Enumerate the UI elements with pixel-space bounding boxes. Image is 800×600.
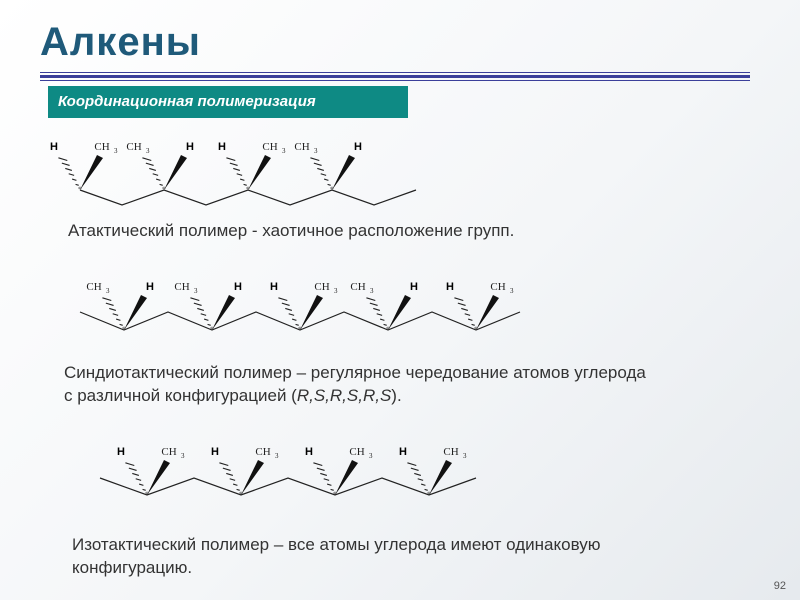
hashed-bond xyxy=(142,158,162,186)
stereocenter-mark: * xyxy=(239,490,243,499)
substituent-left xyxy=(399,446,407,458)
wedge-bond xyxy=(80,155,103,190)
methyl-subscript: 3 xyxy=(275,452,279,460)
wedge-bond xyxy=(332,155,355,190)
substituent-left xyxy=(218,141,226,153)
stereocenter-mark: * xyxy=(145,490,149,499)
methyl-label: CH xyxy=(294,141,310,153)
substituent-left xyxy=(294,141,318,155)
substituent-left xyxy=(86,281,110,295)
methyl-subscript: 3 xyxy=(369,452,373,460)
wedge-bond xyxy=(147,460,170,495)
hydrogen-label: H xyxy=(146,281,154,293)
hydrogen-label: H xyxy=(117,446,125,458)
isotactic-chain-diagram xyxy=(100,446,476,499)
methyl-label: CH xyxy=(161,446,177,458)
hashed-bond xyxy=(58,158,78,186)
hashed-bond xyxy=(278,298,298,326)
syndiotactic-caption-line1: Синдиотактический полимер – регулярное чередование атомов углерода xyxy=(64,363,646,382)
methyl-subscript: 3 xyxy=(146,147,150,155)
methyl-label: CH xyxy=(126,141,142,153)
stereocenter-mark: * xyxy=(333,490,337,499)
substituent-right xyxy=(262,141,286,155)
substituent-left xyxy=(446,281,454,293)
methyl-subscript: 3 xyxy=(314,147,318,155)
substituent-left xyxy=(270,281,278,293)
substituent-left xyxy=(305,446,313,458)
hashed-bond xyxy=(454,298,474,326)
atactic-caption: Атактический полимер - хаотичное расположение групп. xyxy=(68,221,515,240)
hydrogen-label: H xyxy=(186,141,194,153)
stereocenter-mark: * xyxy=(474,325,478,334)
methyl-subscript: 3 xyxy=(114,147,118,155)
substituent-left xyxy=(117,446,125,458)
substituent-left xyxy=(350,281,374,295)
atactic-chain-diagram xyxy=(50,141,416,205)
hydrogen-label: H xyxy=(446,281,454,293)
hydrogen-label: H xyxy=(410,281,418,293)
syndiotactic-caption-line2 xyxy=(64,384,764,407)
hashed-bond xyxy=(125,463,145,491)
wedge-bond xyxy=(248,155,271,190)
methyl-label: CH xyxy=(174,281,190,293)
hashed-bond xyxy=(226,158,246,186)
wedge-bond xyxy=(241,460,264,495)
syndiotactic-caption-prefix: с различной конфигурацией ( xyxy=(64,386,297,405)
stereocenter-mark: * xyxy=(330,185,334,194)
section-badge: Координационная полимеризация xyxy=(48,86,408,118)
substituent-left xyxy=(174,281,198,295)
hashed-bond xyxy=(190,298,210,326)
substituent-right xyxy=(354,141,362,153)
substituent-right xyxy=(186,141,194,153)
page-number: 92 xyxy=(773,580,786,592)
stereocenter-mark: * xyxy=(122,325,126,334)
methyl-label: CH xyxy=(350,281,366,293)
methyl-label: CH xyxy=(86,281,102,293)
methyl-label: CH xyxy=(314,281,330,293)
substituent-left xyxy=(50,141,58,153)
hydrogen-label: H xyxy=(211,446,219,458)
methyl-label: CH xyxy=(255,446,271,458)
substituent-right xyxy=(234,281,242,293)
substituent-right xyxy=(410,281,418,293)
stereocenter-mark: * xyxy=(298,325,302,334)
stereocenter-mark: * xyxy=(427,490,431,499)
substituent-right xyxy=(161,446,185,460)
wedge-bond xyxy=(335,460,358,495)
hashed-bond xyxy=(366,298,386,326)
syndiotactic-configuration: R,S,R,S,R,S xyxy=(296,386,392,405)
stereocenter-mark: * xyxy=(78,185,82,194)
substituent-right xyxy=(94,141,118,155)
isotactic-caption xyxy=(72,533,772,579)
substituent-left xyxy=(126,141,150,155)
slide-title: Алкены xyxy=(40,20,201,64)
stereocenter-mark: * xyxy=(162,185,166,194)
wedge-bond xyxy=(164,155,187,190)
hydrogen-label: H xyxy=(50,141,58,153)
isotactic-caption-line2: конфигурацию. xyxy=(72,558,193,577)
stereocenter-mark: * xyxy=(386,325,390,334)
substituent-right xyxy=(443,446,467,460)
hydrogen-label: H xyxy=(305,446,313,458)
substituent-right xyxy=(349,446,373,460)
hydrogen-label: H xyxy=(399,446,407,458)
methyl-subscript: 3 xyxy=(282,147,286,155)
substituent-left xyxy=(211,446,219,458)
hashed-bond xyxy=(219,463,239,491)
methyl-label: CH xyxy=(349,446,365,458)
substituent-right xyxy=(490,281,514,295)
methyl-subscript: 3 xyxy=(194,287,198,295)
methyl-subscript: 3 xyxy=(510,287,514,295)
isotactic-caption-line1: Изотактический полимер – все атомы углерода имеют одинаковую xyxy=(72,535,601,554)
methyl-label: CH xyxy=(262,141,278,153)
methyl-label: CH xyxy=(443,446,459,458)
methyl-subscript: 3 xyxy=(463,452,467,460)
substituent-right xyxy=(146,281,154,293)
hydrogen-label: H xyxy=(270,281,278,293)
methyl-subscript: 3 xyxy=(181,452,185,460)
methyl-subscript: 3 xyxy=(370,287,374,295)
methyl-label: CH xyxy=(94,141,110,153)
methyl-subscript: 3 xyxy=(334,287,338,295)
hashed-bond xyxy=(407,463,427,491)
methyl-label: CH xyxy=(490,281,506,293)
syndiotactic-caption-suffix: ). xyxy=(391,386,402,405)
syndiotactic-chain-diagram xyxy=(80,281,520,334)
hydrogen-label: H xyxy=(218,141,226,153)
hydrogen-label: H xyxy=(354,141,362,153)
methyl-subscript: 3 xyxy=(106,287,110,295)
hashed-bond xyxy=(310,158,330,186)
wedge-bond xyxy=(429,460,452,495)
substituent-right xyxy=(314,281,338,295)
syndiotactic-caption xyxy=(64,361,764,407)
hydrogen-label: H xyxy=(234,281,242,293)
stereocenter-mark: * xyxy=(210,325,214,334)
hashed-bond xyxy=(313,463,333,491)
substituent-right xyxy=(255,446,279,460)
hashed-bond xyxy=(102,298,122,326)
stereocenter-mark: * xyxy=(246,185,250,194)
